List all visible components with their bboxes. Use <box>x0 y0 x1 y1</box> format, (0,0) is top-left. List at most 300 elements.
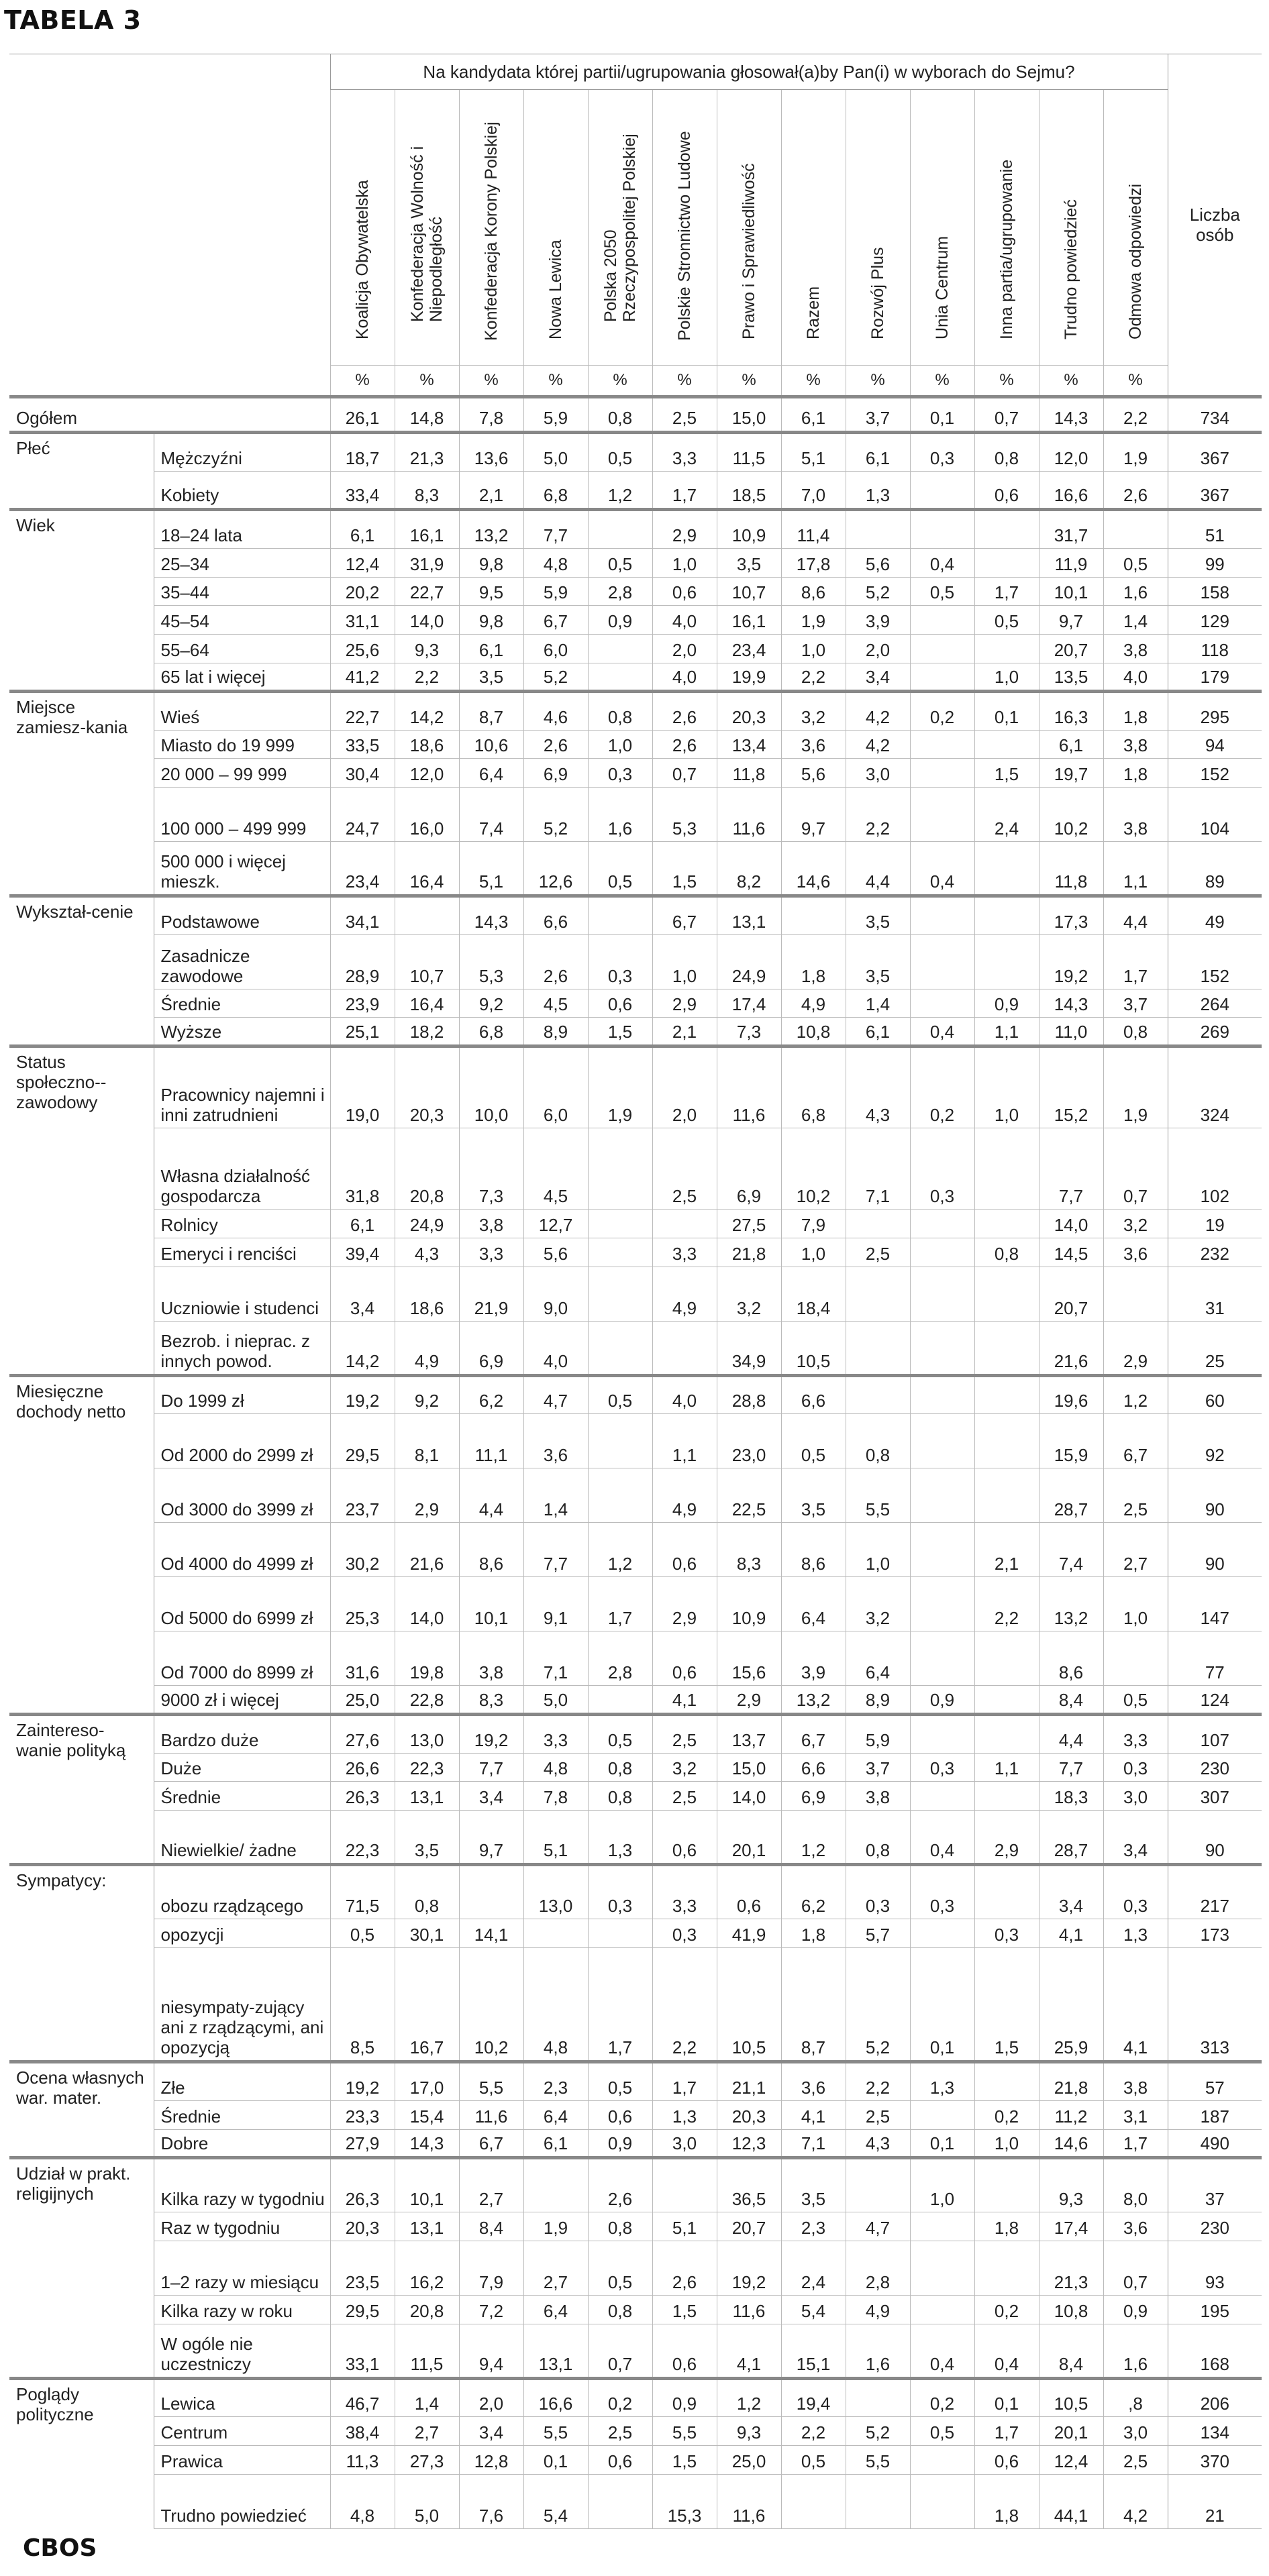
cell-value <box>910 1375 974 1414</box>
cell-value: 10,2 <box>459 1947 523 2062</box>
cell-value: 14,6 <box>1039 2129 1103 2158</box>
cell-value: 8,3 <box>717 1523 781 1577</box>
cell-value: 8,4 <box>1039 2324 1103 2378</box>
cell-value: 2,6 <box>523 730 588 759</box>
cell-value: 7,7 <box>1039 1753 1103 1782</box>
cell-value: 11,6 <box>717 1046 781 1128</box>
cell-value: 2,7 <box>1103 1523 1168 1577</box>
cell-value: 16,6 <box>1039 471 1103 510</box>
cell-value: 0,2 <box>910 2378 974 2417</box>
cell-value: 3,2 <box>652 1753 717 1782</box>
cell-count: 179 <box>1168 663 1262 692</box>
cell-value: 7,3 <box>459 1128 523 1210</box>
cell-value: 13,6 <box>459 433 523 472</box>
cell-value: 21,8 <box>1039 2062 1103 2101</box>
cell-value: 6,7 <box>781 1715 846 1754</box>
column-header <box>1039 90 1103 366</box>
cell-value: 71,5 <box>330 1865 395 1919</box>
cell-value: 3,1 <box>1103 2100 1168 2129</box>
cell-value <box>974 1782 1039 1811</box>
cell-value: 19,8 <box>395 1631 459 1686</box>
header-blank <box>9 54 330 397</box>
column-header <box>717 90 781 366</box>
cell-value: 0,7 <box>588 2324 652 2378</box>
cell-value: 1,7 <box>974 2417 1039 2446</box>
cell-value: 1,4 <box>846 989 910 1018</box>
cell-value: 8,3 <box>459 1686 523 1715</box>
cell-value: 13,2 <box>781 1686 846 1715</box>
cell-value: 3,0 <box>1103 1782 1168 1811</box>
cell-count: 90 <box>1168 1468 1262 1523</box>
cell-value: 0,3 <box>910 1128 974 1210</box>
column-header-text: Unia Centrum <box>933 235 952 339</box>
row-category: Miesięczne dochody netto <box>9 1375 154 1714</box>
cell-value: 0,6 <box>588 989 652 1018</box>
cell-value: 12,4 <box>330 548 395 577</box>
cell-value: 4,9 <box>652 1468 717 1523</box>
cell-count: 173 <box>1168 1919 1262 1948</box>
cell-value <box>910 2474 974 2528</box>
row-label: 18–24 lata <box>154 510 330 549</box>
cell-value: 5,0 <box>523 433 588 472</box>
cell-value: 5,7 <box>846 1919 910 1948</box>
cell-value: 2,4 <box>974 788 1039 842</box>
cell-value: 31,1 <box>330 606 395 635</box>
cell-value <box>974 634 1039 663</box>
cell-value: 2,9 <box>974 1811 1039 1865</box>
cell-value <box>974 1128 1039 1210</box>
cell-value: 12,0 <box>395 759 459 788</box>
cell-value: 4,2 <box>846 692 910 731</box>
cell-value: 1,7 <box>974 577 1039 606</box>
cell-value: 0,8 <box>846 1414 910 1468</box>
cell-value: 7,1 <box>781 2129 846 2158</box>
percent-unit: % <box>459 365 523 396</box>
cell-value: 1,7 <box>588 1577 652 1631</box>
cell-value: 31,8 <box>330 1128 395 1210</box>
cell-value: 4,9 <box>395 1321 459 1375</box>
cell-value: 20,3 <box>717 692 781 731</box>
cell-value: 3,4 <box>1103 1811 1168 1865</box>
table-row <box>9 1715 1262 1754</box>
cell-value: 4,3 <box>395 1238 459 1267</box>
cell-value: 6,0 <box>523 634 588 663</box>
cell-value: 7,4 <box>459 788 523 842</box>
cell-value: 12,7 <box>523 1210 588 1238</box>
cell-value: 2,8 <box>588 1631 652 1686</box>
cell-value: 0,2 <box>974 2296 1039 2324</box>
cell-value: 1,2 <box>781 1811 846 1865</box>
cell-value: 2,9 <box>717 1686 781 1715</box>
cell-value: 6,8 <box>523 471 588 510</box>
cell-value: 3,4 <box>330 1267 395 1321</box>
cell-value <box>910 1715 974 1754</box>
cell-value: 0,6 <box>652 1631 717 1686</box>
cell-value: 8,0 <box>1103 2158 1168 2212</box>
cell-value: 5,2 <box>846 577 910 606</box>
cell-value: 14,3 <box>395 2129 459 2158</box>
cell-value: 0,9 <box>588 2129 652 2158</box>
cell-value: 0,2 <box>910 1046 974 1128</box>
cell-value: 0,2 <box>910 692 974 731</box>
cell-value: 0,7 <box>652 759 717 788</box>
cell-value: 15,0 <box>717 396 781 432</box>
table-row <box>9 1238 1262 1267</box>
cell-value: 3,4 <box>846 663 910 692</box>
cell-value: 0,8 <box>974 433 1039 472</box>
table-row <box>9 2417 1262 2446</box>
cell-value <box>588 896 652 935</box>
row-label: Złe <box>154 2062 330 2101</box>
cell-value: 7,7 <box>523 510 588 549</box>
cell-value: 0,9 <box>652 2378 717 2417</box>
cell-value: 0,1 <box>974 692 1039 731</box>
cell-value: 6,6 <box>781 1375 846 1414</box>
cell-value: 4,8 <box>523 1947 588 2062</box>
cell-value: 10,1 <box>395 2158 459 2212</box>
cell-value <box>459 1865 523 1919</box>
row-category: Sympatycy: <box>9 1865 154 2062</box>
cell-value: 0,1 <box>910 1947 974 2062</box>
cell-value <box>910 1238 974 1267</box>
cell-value: 7,3 <box>717 1018 781 1046</box>
cell-value: 7,8 <box>459 396 523 432</box>
cell-value: 11,6 <box>717 2296 781 2324</box>
cell-value: 25,3 <box>330 1577 395 1631</box>
cell-value: 4,0 <box>652 663 717 692</box>
cell-value: 18,3 <box>1039 1782 1103 1811</box>
cell-value: 0,6 <box>652 1811 717 1865</box>
cell-count: 195 <box>1168 2296 1262 2324</box>
cell-value: 0,9 <box>974 989 1039 1018</box>
cell-value: 8,6 <box>459 1523 523 1577</box>
cell-value: 16,1 <box>395 510 459 549</box>
column-header <box>523 90 588 366</box>
cell-value: 25,6 <box>330 634 395 663</box>
percent-unit: % <box>330 365 395 396</box>
table-row <box>9 759 1262 788</box>
cell-value: 29,5 <box>330 2296 395 2324</box>
cell-value: 8,7 <box>459 692 523 731</box>
cell-value: 7,0 <box>781 471 846 510</box>
row-label: 35–44 <box>154 577 330 606</box>
cell-value <box>846 1267 910 1321</box>
cell-value: 3,3 <box>459 1238 523 1267</box>
cell-value: 20,1 <box>1039 2417 1103 2446</box>
cell-value: 2,8 <box>846 2241 910 2295</box>
cell-value: 5,4 <box>781 2296 846 2324</box>
cell-value: 28,9 <box>330 934 395 989</box>
cell-value: 1,5 <box>974 1947 1039 2062</box>
cell-value: 1,3 <box>846 471 910 510</box>
cell-value: 8,4 <box>1039 1686 1103 1715</box>
cell-value <box>910 2241 974 2295</box>
table-row <box>9 2378 1262 2417</box>
cell-value: 0,6 <box>717 1865 781 1919</box>
cell-value: 4,3 <box>846 2129 910 2158</box>
cell-value: 14,8 <box>395 396 459 432</box>
cell-value: 19,6 <box>1039 1375 1103 1414</box>
question-header: Na kandydata której partii/ugrupowania głosował(a)by Pan(i) w wyborach do Sejmu? <box>330 54 1168 90</box>
cell-value: 12,6 <box>523 842 588 896</box>
row-category: Ocena własnych war. mater. <box>9 2062 154 2158</box>
cell-value: 23,4 <box>330 842 395 896</box>
cell-value: 1,8 <box>974 2474 1039 2528</box>
row-label: Bardzo duże <box>154 1715 330 1754</box>
cell-value: 6,9 <box>523 759 588 788</box>
cell-value: 20,7 <box>717 2212 781 2241</box>
cell-value: 11,1 <box>459 1414 523 1468</box>
cell-value: 6,9 <box>717 1128 781 1210</box>
cell-value: 9,8 <box>459 548 523 577</box>
table-row <box>9 396 1262 432</box>
cell-value: 20,3 <box>330 2212 395 2241</box>
cell-value: 10,7 <box>395 934 459 989</box>
cell-value: 0,8 <box>846 1811 910 1865</box>
cell-value: 2,5 <box>652 1782 717 1811</box>
row-label: Od 7000 do 8999 zł <box>154 1631 330 1686</box>
cell-value: 12,0 <box>1039 433 1103 472</box>
cell-value: 23,5 <box>330 2241 395 2295</box>
cell-value: 4,7 <box>523 1375 588 1414</box>
cell-value: 25,1 <box>330 1018 395 1046</box>
cell-value: 26,6 <box>330 1753 395 1782</box>
cell-value: 5,1 <box>652 2212 717 2241</box>
cell-value: 6,7 <box>459 2129 523 2158</box>
cell-value: 28,7 <box>1039 1468 1103 1523</box>
cell-value: 2,0 <box>846 634 910 663</box>
cell-value: 4,3 <box>846 1046 910 1128</box>
cell-count: 490 <box>1168 2129 1262 2158</box>
cell-value: 4,8 <box>330 2474 395 2528</box>
results-table <box>9 54 1262 2529</box>
cell-value: 5,4 <box>523 2474 588 2528</box>
cell-value: 29,5 <box>330 1414 395 1468</box>
cell-value: 0,5 <box>588 842 652 896</box>
cell-value: 2,5 <box>846 2100 910 2129</box>
cell-value: 2,6 <box>652 2241 717 2295</box>
cell-value: 3,7 <box>1103 989 1168 1018</box>
cell-value: 0,8 <box>1103 1018 1168 1046</box>
cell-value: 1,4 <box>395 2378 459 2417</box>
cell-value: 0,8 <box>974 1238 1039 1267</box>
cell-count: 90 <box>1168 1811 1262 1865</box>
cell-value: 3,6 <box>1103 2212 1168 2241</box>
row-label: Trudno powiedzieć <box>154 2474 330 2528</box>
row-category: Płeć <box>9 433 154 510</box>
cell-value: 1,0 <box>910 2158 974 2212</box>
cell-value: 11,6 <box>717 788 781 842</box>
cell-value: 0,5 <box>588 2241 652 2295</box>
row-label: Miasto do 19 999 <box>154 730 330 759</box>
cell-value: 2,6 <box>652 692 717 731</box>
cell-value <box>1103 1631 1168 1686</box>
cell-value: 3,8 <box>1103 634 1168 663</box>
cell-value: 4,8 <box>523 548 588 577</box>
cell-value: 0,6 <box>652 577 717 606</box>
cell-value: 25,0 <box>330 1686 395 1715</box>
cell-value: 1,0 <box>781 1238 846 1267</box>
cell-value: 1,9 <box>781 606 846 635</box>
table-row <box>9 1210 1262 1238</box>
cell-value: 20,1 <box>717 1811 781 1865</box>
cell-count: 206 <box>1168 2378 1262 2417</box>
cell-value: 21,3 <box>395 433 459 472</box>
cell-count: 57 <box>1168 2062 1262 2101</box>
cell-value: 0,5 <box>1103 1686 1168 1715</box>
cell-value: 19,2 <box>717 2241 781 2295</box>
cell-value: 0,3 <box>1103 1753 1168 1782</box>
cell-value: 1,9 <box>1103 1046 1168 1128</box>
cell-value: 4,1 <box>652 1686 717 1715</box>
cell-value <box>910 663 974 692</box>
cell-value: 6,7 <box>523 606 588 635</box>
table-row <box>9 1753 1262 1782</box>
cell-value: 4,4 <box>846 842 910 896</box>
cell-value: 16,1 <box>717 606 781 635</box>
cell-value: 1,7 <box>588 1947 652 2062</box>
cell-value: 8,9 <box>846 1686 910 1715</box>
row-label: Pracownicy najemni i inni zatrudnieni <box>154 1046 330 1128</box>
cell-value <box>910 1919 974 1948</box>
cell-value: 4,1 <box>1039 1919 1103 1948</box>
cell-value: 14,2 <box>395 692 459 731</box>
cell-value <box>910 1414 974 1468</box>
cell-value <box>395 896 459 935</box>
cell-value <box>910 634 974 663</box>
cell-value: 2,2 <box>846 788 910 842</box>
cell-value: 0,2 <box>588 2378 652 2417</box>
cell-value: 0,1 <box>523 2445 588 2474</box>
cell-value: 41,9 <box>717 1919 781 1948</box>
cell-value: 0,5 <box>588 1715 652 1754</box>
cell-value: 10,0 <box>459 1046 523 1128</box>
cell-value: 0,5 <box>588 433 652 472</box>
cell-count: 367 <box>1168 433 1262 472</box>
cell-value: 0,4 <box>910 842 974 896</box>
cell-value: 3,8 <box>1103 2062 1168 2101</box>
cell-value <box>974 896 1039 935</box>
cell-value: 3,6 <box>1103 1238 1168 1267</box>
cell-value: 3,4 <box>1039 1865 1103 1919</box>
cell-value: 5,2 <box>523 663 588 692</box>
cell-value <box>910 510 974 549</box>
cell-value: 4,0 <box>652 1375 717 1414</box>
cell-value: 31,9 <box>395 548 459 577</box>
table-row <box>9 1375 1262 1414</box>
row-label: opozycji <box>154 1919 330 1948</box>
cell-value: 2,6 <box>523 934 588 989</box>
cell-value: 44,1 <box>1039 2474 1103 2528</box>
cell-value: 34,9 <box>717 1321 781 1375</box>
cell-value: 9,7 <box>1039 606 1103 635</box>
cell-count: 313 <box>1168 1947 1262 2062</box>
cell-count: 269 <box>1168 1018 1262 1046</box>
cell-value: 17,0 <box>395 2062 459 2101</box>
cell-value: 9,3 <box>717 2417 781 2446</box>
cell-value: 4,1 <box>1103 1947 1168 2062</box>
cell-value: 24,7 <box>330 788 395 842</box>
cell-value: 11,0 <box>1039 1018 1103 1046</box>
cell-value: 14,3 <box>1039 989 1103 1018</box>
cell-value: 28,7 <box>1039 1811 1103 1865</box>
row-category: Status społeczno--zawodowy <box>9 1046 154 1376</box>
row-label: Do 1999 zł <box>154 1375 330 1414</box>
cell-value <box>974 1267 1039 1321</box>
cell-value: 0,5 <box>330 1919 395 1948</box>
cell-value: 21,8 <box>717 1238 781 1267</box>
cell-value: 2,6 <box>652 730 717 759</box>
table-row <box>9 1321 1262 1375</box>
cell-value <box>588 2474 652 2528</box>
cell-value: 3,7 <box>846 396 910 432</box>
cell-value: 4,4 <box>1039 1715 1103 1754</box>
row-label: Kilka razy w tygodniu <box>154 2158 330 2212</box>
percent-unit: % <box>1039 365 1103 396</box>
table-row <box>9 896 1262 935</box>
column-header-text: Nowa Lewica <box>546 239 565 339</box>
cell-count: 104 <box>1168 788 1262 842</box>
cell-value: 23,0 <box>717 1414 781 1468</box>
cell-value: 3,6 <box>781 730 846 759</box>
cell-count: 152 <box>1168 759 1262 788</box>
row-label: Rolnicy <box>154 1210 330 1238</box>
cell-value: 0,4 <box>910 1018 974 1046</box>
cell-value <box>652 1321 717 1375</box>
column-header-text: Rozwój Plus <box>868 247 887 339</box>
cell-value <box>588 510 652 549</box>
cell-value: 7,7 <box>523 1523 588 1577</box>
cell-value: 11,6 <box>459 2100 523 2129</box>
percent-unit: % <box>588 365 652 396</box>
table-row <box>9 577 1262 606</box>
cell-value: 8,3 <box>395 471 459 510</box>
cell-count: 168 <box>1168 2324 1262 2378</box>
cell-value: 5,5 <box>459 2062 523 2101</box>
cell-value: 46,7 <box>330 2378 395 2417</box>
cell-value <box>588 1238 652 1267</box>
cell-value: 21,1 <box>717 2062 781 2101</box>
cell-value: 2,2 <box>974 1577 1039 1631</box>
row-label: Średnie <box>154 1782 330 1811</box>
cell-value: 11,5 <box>395 2324 459 2378</box>
cell-value: 0,3 <box>974 1919 1039 1948</box>
cell-value: 14,5 <box>1039 1238 1103 1267</box>
cell-value: 22,3 <box>395 1753 459 1782</box>
cell-value: 0,8 <box>395 1865 459 1919</box>
cell-value: 11,9 <box>1039 548 1103 577</box>
row-label: Wieś <box>154 692 330 731</box>
cell-value: 3,5 <box>781 2158 846 2212</box>
cell-value: 3,0 <box>846 759 910 788</box>
cell-value: 11,2 <box>1039 2100 1103 2129</box>
cell-value: 3,3 <box>1103 1715 1168 1754</box>
cell-count: 49 <box>1168 896 1262 935</box>
cell-value: 31,7 <box>1039 510 1103 549</box>
cell-value: 23,3 <box>330 2100 395 2129</box>
cell-value <box>1103 1267 1168 1321</box>
cell-value: 13,5 <box>1039 663 1103 692</box>
cell-value: 10,1 <box>1039 577 1103 606</box>
cell-value: 0,2 <box>974 2100 1039 2129</box>
cell-value: 1,0 <box>846 1523 910 1577</box>
cell-value: 7,2 <box>459 2296 523 2324</box>
cell-value: 30,4 <box>330 759 395 788</box>
row-category: Udział w prakt. religijnych <box>9 2158 154 2378</box>
cell-value: 0,6 <box>652 1523 717 1577</box>
cell-value: 7,1 <box>846 1128 910 1210</box>
cell-value: 0,3 <box>1103 1865 1168 1919</box>
